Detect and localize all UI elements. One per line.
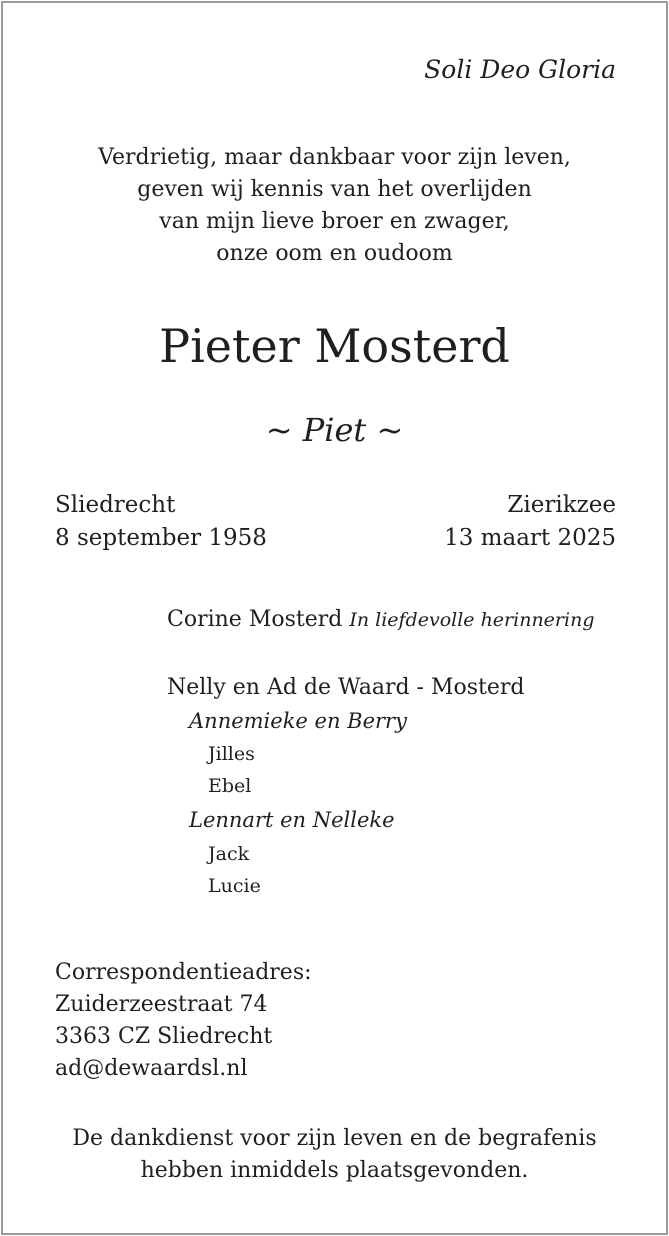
correspondence-address xyxy=(55,957,312,1085)
family-sibling-2: Nelly en Ad de Waard - Mosterd xyxy=(167,675,525,700)
family-couple: Annemieke en Berry xyxy=(189,709,407,733)
closing-line: De dankdienst voor zijn leven en de begrafenis xyxy=(72,1126,597,1151)
nickname-name: Piet xyxy=(302,411,367,449)
family-sibling xyxy=(167,607,595,632)
death-info xyxy=(444,489,616,555)
nickname xyxy=(3,411,666,449)
family-child: Jilles xyxy=(208,743,255,765)
birth-place: Sliedrecht xyxy=(55,492,176,518)
closing-text xyxy=(3,1123,666,1187)
nickname-suffix: ~ xyxy=(366,411,404,449)
death-date: 13 maart 2025 xyxy=(444,525,616,551)
address-street: Zuiderzeestraat 74 xyxy=(55,992,268,1017)
intro-line: geven wij kennis van het overlijden xyxy=(137,177,532,202)
closing-line: hebben inmiddels plaatsgevonden. xyxy=(140,1158,529,1183)
address-label: Correspondentieadres: xyxy=(55,960,312,985)
family-child: Ebel xyxy=(208,775,252,797)
intro-line: Verdrietig, maar dankbaar voor zijn leven, xyxy=(98,145,571,170)
intro-line: van mijn lieve broer en zwager, xyxy=(159,209,510,234)
address-email: ad@dewaardsl.nl xyxy=(55,1056,248,1081)
sibling-note: In liefdevolle herinnering xyxy=(349,609,595,631)
sibling-name: Corine Mosterd xyxy=(167,607,343,632)
death-place: Zierikzee xyxy=(507,492,616,518)
family-couple: Lennart en Nelleke xyxy=(189,808,395,832)
address-city: 3363 CZ Sliedrecht xyxy=(55,1024,273,1049)
family-child: Jack xyxy=(208,843,250,865)
birth-date: 8 september 1958 xyxy=(55,525,267,551)
birth-info xyxy=(55,489,267,555)
intro-text xyxy=(3,142,666,270)
motto: Soli Deo Gloria xyxy=(424,55,616,84)
family-child: Lucie xyxy=(208,875,261,897)
deceased-name: Pieter Mosterd xyxy=(159,319,510,373)
obituary-card xyxy=(1,1,668,1235)
intro-line: onze oom en oudoom xyxy=(216,241,453,266)
nickname-prefix: ~ xyxy=(265,411,303,449)
